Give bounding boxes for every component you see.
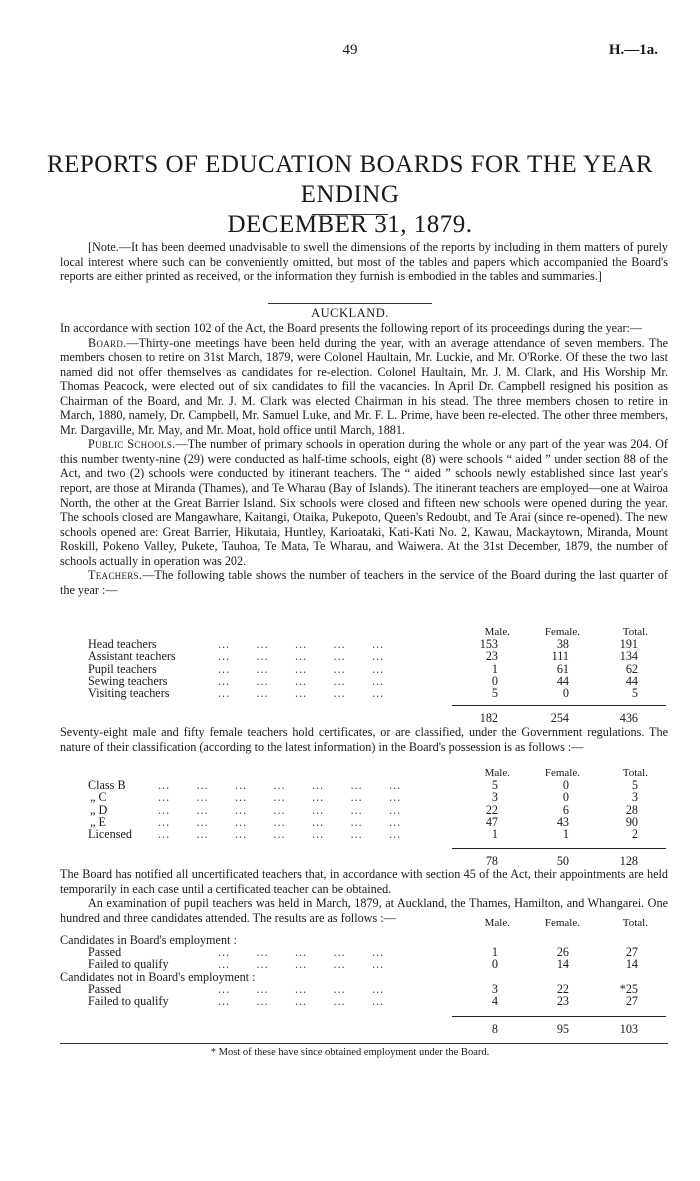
note-rule bbox=[268, 303, 432, 304]
footnote: * Most of these have since obtained employment under the Board. bbox=[210, 1047, 490, 1058]
table-row: Head teachers ... ... ... ... ... 153 38 191 bbox=[88, 637, 638, 652]
table-rule bbox=[452, 705, 666, 706]
exam-table bbox=[60, 917, 668, 1008]
col-male: Male. bbox=[484, 626, 510, 638]
table-row: Passed ... ... ... ... ... 1 26 27 bbox=[88, 945, 638, 960]
table-row: „ D ... ... ... ... ... ... ... 22 6 28 bbox=[90, 802, 638, 817]
table-row: Failed to qualify ... ... ... ... ... 0 14 14 bbox=[88, 957, 638, 972]
classification-table bbox=[60, 767, 668, 840]
col-total: Total. bbox=[622, 626, 648, 638]
teachers-label: Teachers. bbox=[88, 568, 143, 583]
group-heading: Candidates in Board's employment : bbox=[60, 933, 237, 947]
table-row: Passed ... ... ... ... ... 3 22 *25 bbox=[88, 981, 638, 996]
page-number: 49 bbox=[342, 42, 358, 58]
exam-paragraph: An examination of pupil teachers was held in March, 1879, at Auckland, the Thames, Hamilton, and Whangarei. One hundred and three candidates attended. The results are as follows :— bbox=[60, 896, 668, 925]
section-heading: AUCKLAND. bbox=[311, 306, 389, 320]
totals-row: 182 254 436 bbox=[479, 711, 638, 725]
table-row: Sewing teachers ... ... ... ... ... 0 44 44 bbox=[88, 673, 638, 688]
title-line-1: REPORTS OF EDUCATION BOARDS FOR THE YEAR ENDING bbox=[46, 151, 654, 208]
schools-text: —The number of primary schools in operation during the whole or any part of the year was 204. Of this number twenty-nine (29) were conducted as half-time schools, eight (8) were schools “ aided ” under section 88 of the Act, and two (2) schools were conducted by itinerant teachers. The “ aided ” schools newly established since last year's report, are those at Miranda (Thames), and Te Wharau (Bay of Islands). The itinerant teachers are employed—one at Wairoa North, the other at the Great Barrier Island. Six schools were closed and fifteen new schools were opened during the year. The schools closed are Mangawhare, Kaitangi, Otaika, Pukepoto, Queen's Redoubt, and Te Arai (since re-opened). The new schools opened are: Great Barrier, Hikutaia, Huntley, Karioataki, Kati-Kati No. 2, Kawau, Mackaytown, Miranda, Mount Roskill, Pokeno Valley, Pukete, Tauhoa, Te Mata, Te Wharau, and Waiwera. At the 31st December, 1879, the number of schools actually in operation was 202. bbox=[60, 437, 668, 568]
table-header-row: Male. Female. Total. bbox=[484, 917, 648, 929]
table-row: Licensed ... ... ... ... ... ... ... 1 1 2 bbox=[88, 826, 638, 841]
editorial-note: [Note.—It has been deemed unadvisable to swell the dimensions of the reports by including in them matters of purely local interest where such can be conveniently omitted, but most of the tables and papers which accompanied the Board's reports are either printed as received, or the information they furnish is embodied in the tables and summaries.] bbox=[60, 240, 668, 283]
table-row: Class B ... ... ... ... ... ... ... 5 0 5 bbox=[88, 778, 638, 793]
document-code: H.—1a. bbox=[608, 42, 658, 58]
exam-totals bbox=[60, 1023, 668, 1035]
footnote-rule bbox=[60, 1043, 668, 1044]
table-row: „ E ... ... ... ... ... ... ... 47 43 90 bbox=[90, 814, 638, 829]
report-body bbox=[60, 321, 668, 597]
classification-paragraph: Seventy-eight male and fifty female teachers hold certificates, or are classified, under the Government regulations. The nature of their classification (according to the latest information) in the Board's possession is as follows :— bbox=[60, 725, 668, 754]
intro-paragraph: In accordance with section 102 of the Act, the Board presents the following report of its proceedings during the year:— bbox=[60, 321, 643, 335]
col-female: Female. bbox=[544, 626, 580, 638]
teachers-text: —The following table shows the number of teachers in the service of the Board during the last quarter of the year :— bbox=[60, 568, 668, 597]
board-paragraph bbox=[60, 336, 668, 438]
notified-paragraph: The Board has notified all uncertificated teachers that, in accordance with section 45 of the Act, their appointments are held temporarily in each case until a certificated teacher can be obtained. An examination of pupil teachers was held in March, 1879, at Auckland, the Thames, Hamilton, and Whangarei. One hundred and three candidates attended. The results are as follows :— bbox=[60, 867, 668, 925]
classification-totals bbox=[60, 855, 668, 867]
table-row: Failed to qualify ... ... ... ... ... 4 23 27 bbox=[88, 993, 638, 1008]
group-heading: Candidates not in Board's employment : bbox=[60, 969, 256, 984]
totals-row: 8 95 103 bbox=[491, 1022, 638, 1036]
teachers-paragraph bbox=[60, 568, 668, 597]
table-row: Pupil teachers ... ... ... ... ... 1 61 62 bbox=[88, 661, 638, 676]
table-row: „ C ... ... ... ... ... ... ... 3 0 3 bbox=[90, 790, 638, 805]
table-row: Assistant teachers ... ... ... ... ... 23 111 134 bbox=[88, 649, 638, 664]
page-title bbox=[40, 150, 660, 240]
board-text: —Thirty-one meetings have been held during the year, with an average attendance of seven members. The members chosen to retire on 31st March, 1879, were Colonel Haultain, Mr. Luckie, and Mr. O'Rorke. Of these the two last named did not offer themselves as candidates for re-election. Colonel Haultain, Mr. J. M. Clark, and His Worship Mr. Thomas Peacock, were elected out of six candidates to fill the vacancies. In April Dr. Campbell resigned his position as Chairman of the Board, and Mr. J. M. Clark was elected Chairman in his stead. The three members chosen to retire in March, 1880, namely, Dr. Campbell, Mr. Samuel Luke, and Mr. F. L. Prime, have been re-elected. The other three members, Mr. Dargaville, Mr. May, and Mr. Moat, hold office until March, 1881. bbox=[60, 335, 668, 437]
teachers-table bbox=[60, 626, 668, 699]
schools-paragraph bbox=[60, 437, 668, 568]
title-line-2: DECEMBER 31, 1879. bbox=[227, 211, 473, 238]
title-rule bbox=[312, 214, 388, 215]
table-rule bbox=[452, 1016, 666, 1017]
table-rule bbox=[452, 848, 666, 849]
totals-row: 78 50 128 bbox=[485, 854, 638, 868]
teachers-totals bbox=[60, 712, 668, 724]
schools-label: Public Schools. bbox=[88, 437, 176, 452]
board-label: Board. bbox=[88, 335, 127, 350]
table-row: Visiting teachers ... ... ... ... ... 5 0 5 bbox=[88, 685, 638, 700]
table-header-row: Male. Female. Total. bbox=[484, 767, 648, 779]
